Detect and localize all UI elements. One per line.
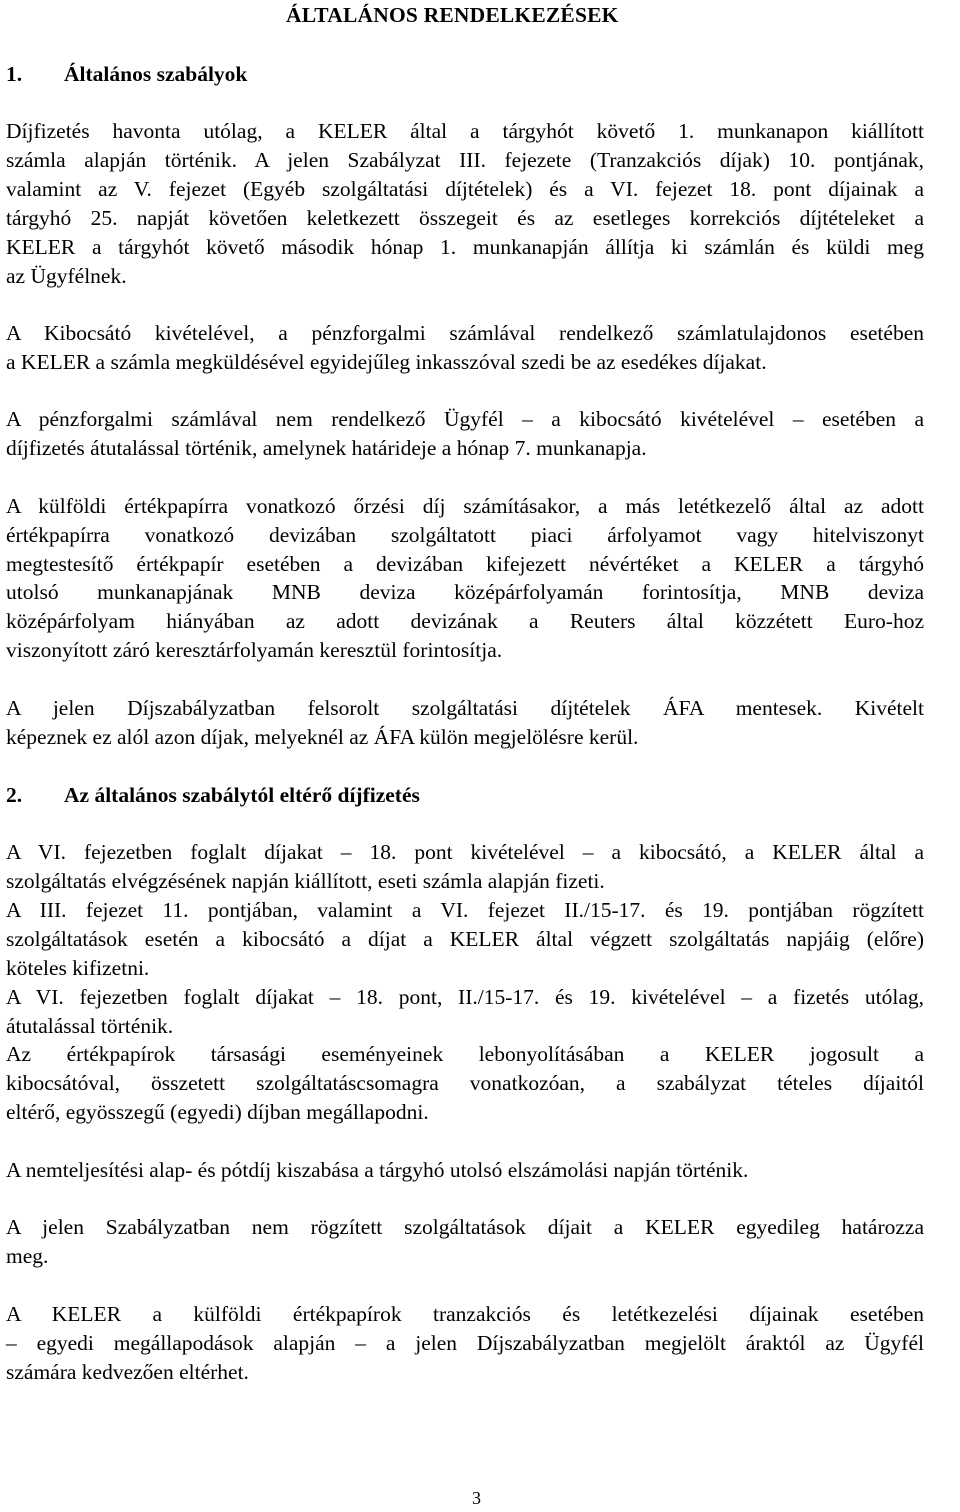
paragraph-line: a KELER a számla megküldésével egyidejűleg inkasszóval szedi be az esedékes díjakat. <box>6 350 767 374</box>
paragraph-line: tárgyhó 25. napját követően keletkezett összegeit és az esetleges korrekciós díjtételeket a <box>6 206 924 230</box>
page-number: 3 <box>472 1488 481 1508</box>
paragraph-line: A Kibocsátó kivételével, a pénzforgalmi számlával rendelkező számlatulajdonos esetében <box>6 321 924 345</box>
paragraph-line: A jelen Szabályzatban nem rögzített szolgáltatások díjait a KELER egyedileg határozza <box>6 1215 924 1239</box>
paragraph-line: valamint az V. fejezet (Egyéb szolgáltatási díjtételek) és a VI. fejezet 18. pont díjainak a <box>6 177 924 201</box>
paragraph-line: eltérő, egyösszegű (egyedi) díjban megállapodni. <box>6 1100 429 1124</box>
section-1-title: Általános szabályok <box>64 62 248 86</box>
section-1-heading <box>6 60 247 89</box>
paragraph-line: Az értékpapírok társasági eseményeinek lebonyolításában a KELER jogosult a <box>6 1042 924 1066</box>
paragraph-line: szolgáltatás elvégzésének napján kiállított, eseti számla alapján fizeti. <box>6 869 605 893</box>
paragraph-line: díjfizetés átutalással történik, amelynek határideje a hónap 7. munkanapja. <box>6 436 647 460</box>
paragraph-line: szolgáltatások esetén a kibocsátó a díjat a KELER által végzett szolgáltatás napjáig (előre) <box>6 927 924 951</box>
paragraph-line: kibocsátóval, összetett szolgáltatáscsomagra vonatkozóan, a szabályzat tételes díjaitól <box>6 1071 924 1095</box>
paragraph-line: köteles kifizetni. <box>6 956 150 980</box>
paragraph-line: A jelen Díjszabályzatban felsorolt szolgáltatási díjtételek ÁFA mentesek. Kivételt <box>6 696 924 720</box>
paragraph-line: viszonyított záró keresztárfolyamán keresztül forintosítja. <box>6 638 503 662</box>
page-title: ÁLTALÁNOS RENDELKEZÉSEK <box>286 3 619 27</box>
paragraph-line: A nemteljesítési alap- és pótdíj kiszabása a tárgyhó utolsó elszámolási napján történik. <box>6 1158 749 1182</box>
paragraph-line: utolsó munkanapjának MNB deviza középárfolyamán forintosítja, MNB deviza <box>6 580 924 604</box>
paragraph-line: értékpapírra vonatkozó devizában szolgáltatott piaci árfolyamot vagy hitelviszonyt <box>6 523 924 547</box>
paragraph-line: A külföldi értékpapírra vonatkozó őrzési díj számításakor, a más letétkezelő által az adott <box>6 494 924 518</box>
paragraph-line: középárfolyam hiányában az adott devizának a Reuters által közzétett Euro-hoz <box>6 609 924 633</box>
section-2-number: 2. <box>6 783 23 807</box>
paragraph-line: átutalással történik. <box>6 1014 174 1038</box>
paragraph-line: meg. <box>6 1244 49 1268</box>
paragraph-line: az Ügyfélnek. <box>6 264 127 288</box>
paragraph-line: Díjfizetés havonta utólag, a KELER által a tárgyhót követő 1. munkanapon kiállított <box>6 119 924 143</box>
paragraph-line: megtestesítő értékpapír esetében a devizában kifejezett névértéket a KELER a tárgyhó <box>6 552 924 576</box>
paragraph-line: számla alapján történik. A jelen Szabályzat III. fejezete (Tranzakciós díjak) 10. pontjának, <box>6 148 924 172</box>
paragraph-line: képeznek ez alól azon díjak, melyeknél az ÁFA külön megjelölésre kerül. <box>6 725 639 749</box>
paragraph-line: A VI. fejezetben foglalt díjakat – 18. pont, II./15-17. és 19. kivételével – a fizetés utólag, <box>6 985 924 1009</box>
paragraph-line: KELER a tárgyhót követő második hónap 1. munkanapján állítja ki számlán és küldi meg <box>6 235 924 259</box>
paragraph-line: számára kedvezően eltérhet. <box>6 1360 249 1384</box>
section-2-heading <box>6 781 420 810</box>
paragraph-line: A pénzforgalmi számlával nem rendelkező Ügyfél – a kibocsátó kivételével – esetében a <box>6 407 924 431</box>
paragraph-line: – egyedi megállapodások alapján – a jelen Díjszabályzatban megjelölt áraktól az Ügyfél <box>6 1331 924 1355</box>
section-2-title: Az általános szabálytól eltérő díjfizetés <box>64 783 420 807</box>
paragraph-line: A KELER a külföldi értékpapírok tranzakciós és letétkezelési díjainak esetében <box>6 1302 924 1326</box>
paragraph-line: A VI. fejezetben foglalt díjakat – 18. pont kivételével – a kibocsátó, a KELER által a <box>6 840 924 864</box>
section-1-number: 1. <box>6 62 23 86</box>
paragraph-line: A III. fejezet 11. pontjában, valamint a VI. fejezet II./15-17. és 19. pontjában rögzített <box>6 898 924 922</box>
